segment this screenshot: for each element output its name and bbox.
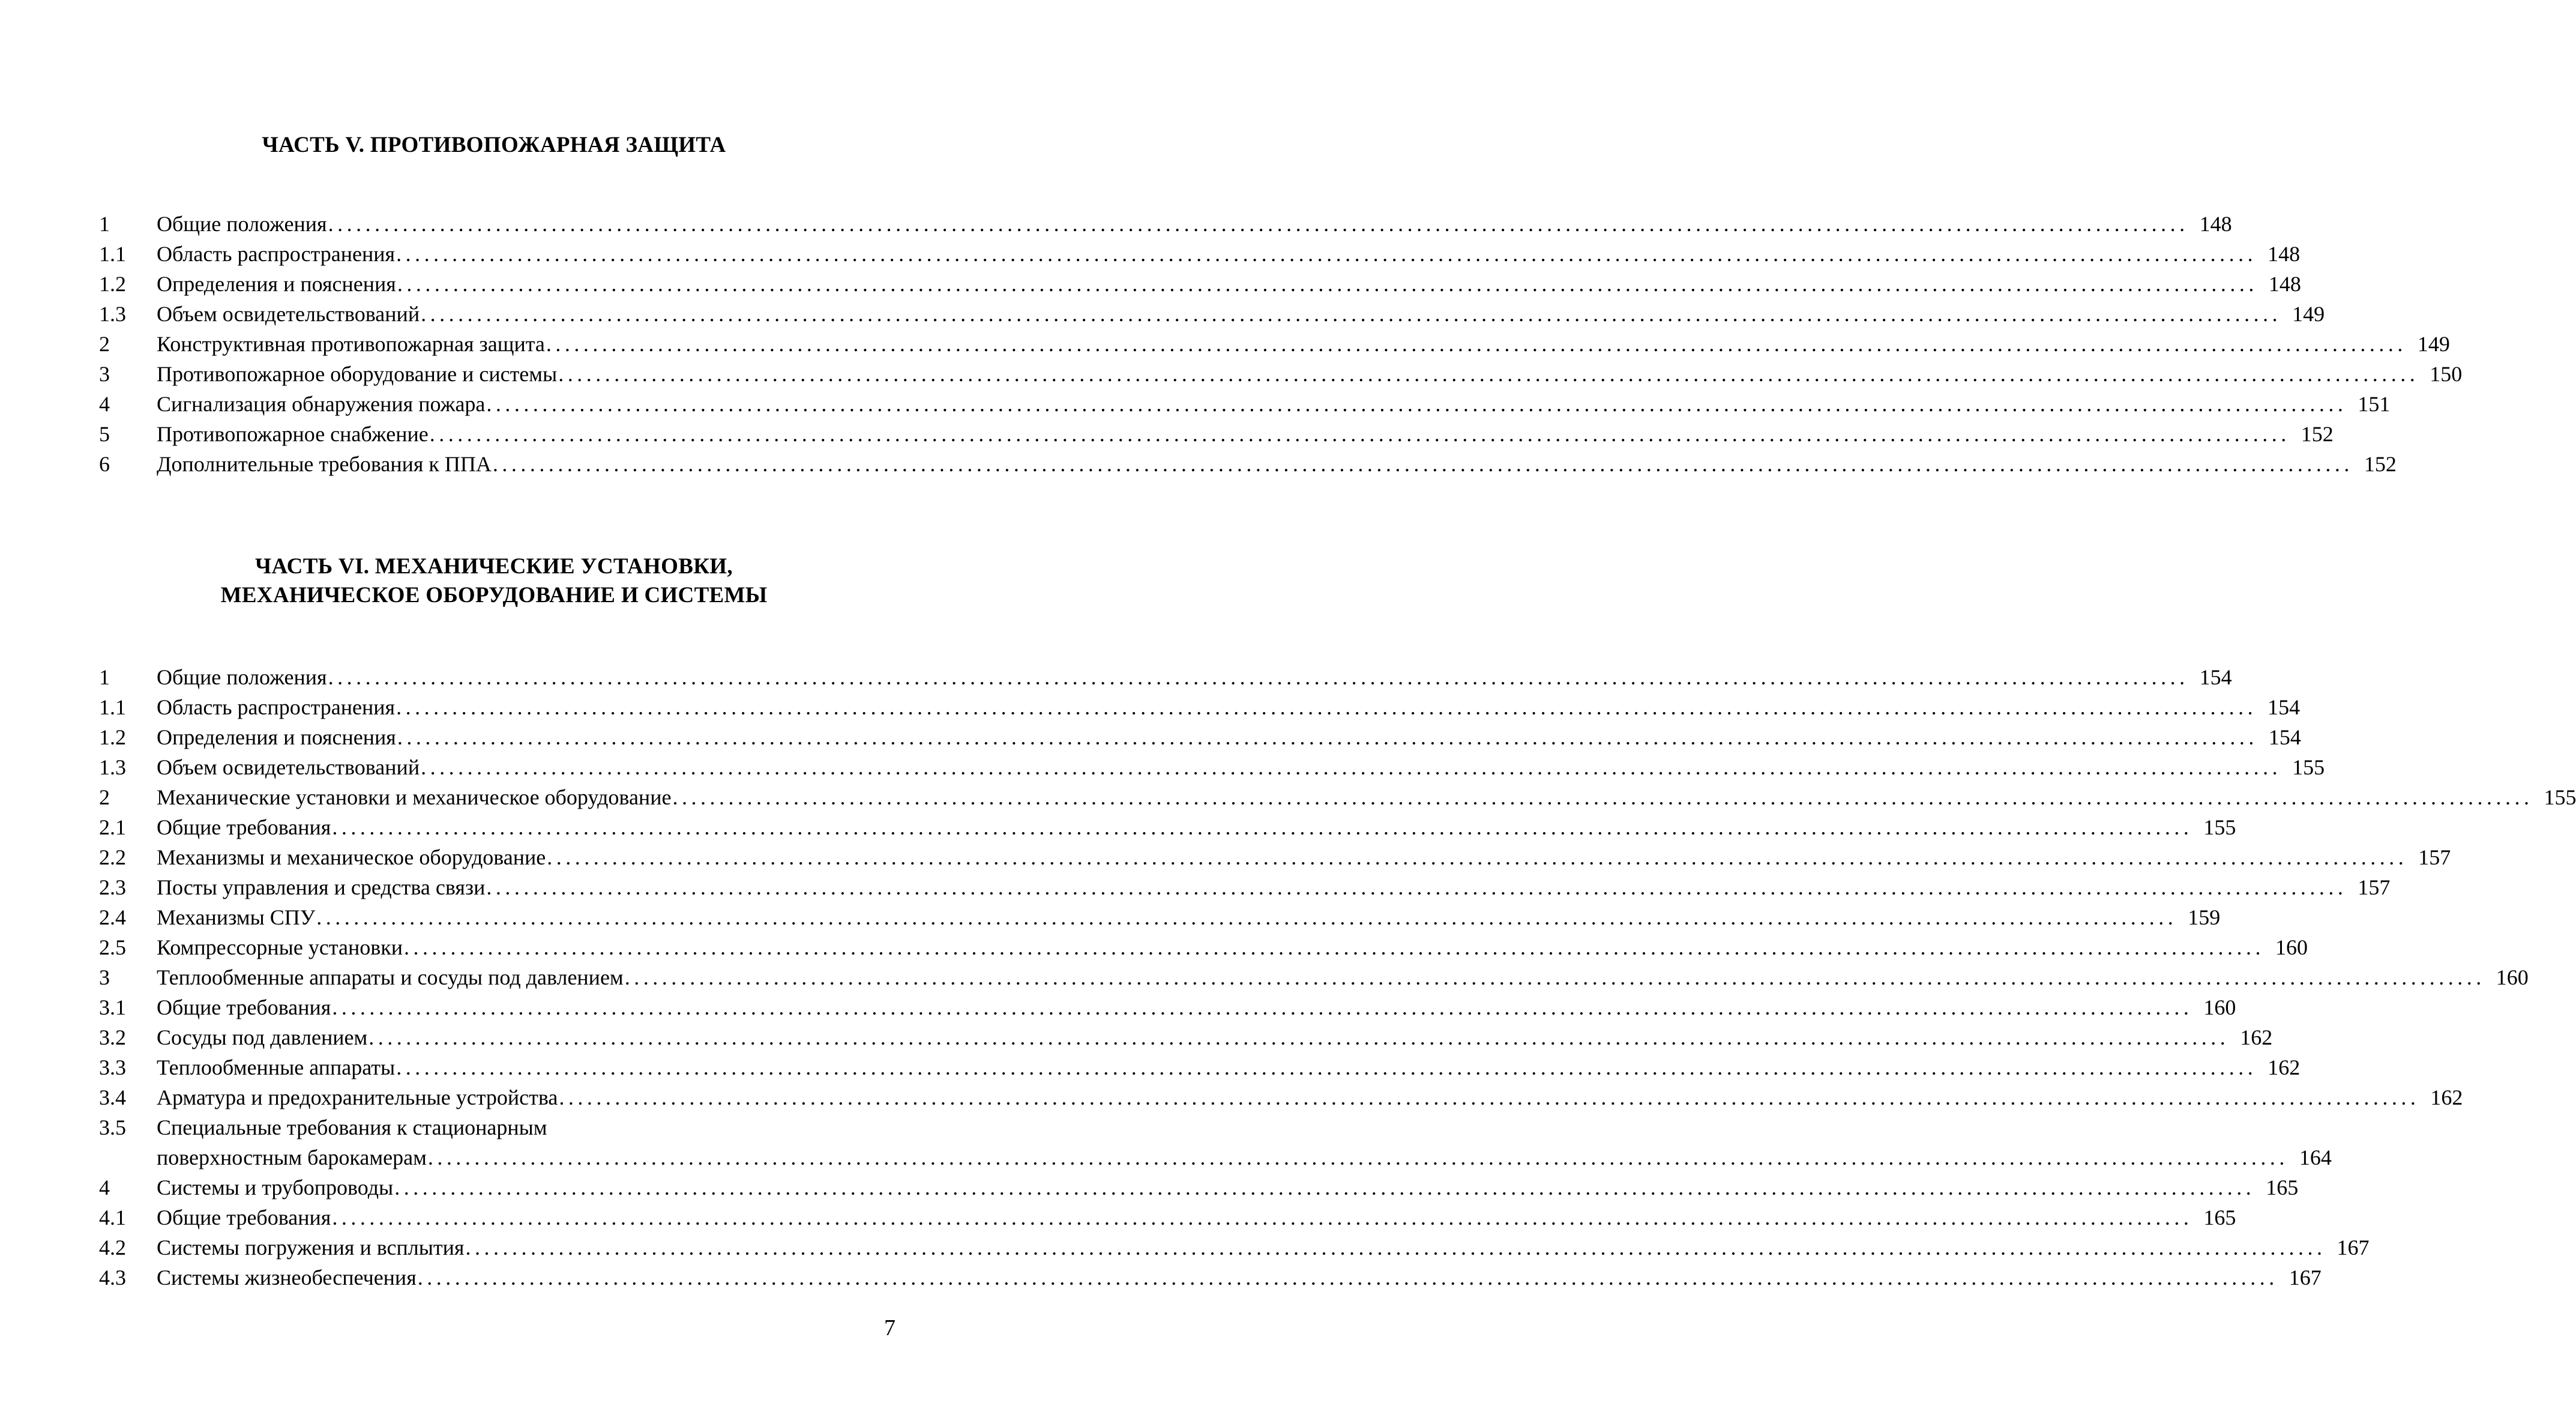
toc-entry-number: 2	[99, 332, 110, 356]
part-5-heading	[0, 131, 988, 160]
toc-entry	[99, 1172, 2299, 1202]
toc-entry-page: 150	[2430, 362, 2463, 386]
toc-entry	[99, 299, 2325, 329]
dot-leader: ........................................................................................................................................................................................................	[486, 392, 2347, 416]
toc-entry-number: 4	[99, 1175, 110, 1199]
toc-entry-title: Компрессорные установки	[157, 935, 403, 959]
dot-leader: ........................................................................................................................................................................................................	[316, 905, 2177, 929]
toc-entry	[99, 1052, 2301, 1082]
toc-entry-number: 1.3	[99, 302, 126, 326]
dot-leader: ........................................................................................................................................................................................................	[394, 1175, 2256, 1199]
dot-leader: ........................................................................................................................................................................................................	[547, 845, 2408, 869]
toc-entry-number: 1.2	[99, 725, 126, 749]
toc-entry-page: 152	[2301, 422, 2334, 446]
toc-entry-page: 154	[2268, 725, 2301, 749]
dot-leader: ........................................................................................................................................................................................................	[328, 212, 2189, 236]
toc-entry-number: 4	[99, 392, 110, 416]
toc-entry-page: 155	[2544, 785, 2576, 809]
toc-entry	[99, 1232, 2370, 1263]
toc-entry-page: 165	[2203, 1205, 2236, 1229]
part-5-toc	[99, 209, 2463, 479]
toc-entry-title: Механизмы и механическое оборудование	[157, 845, 546, 869]
toc-entry-page: 155	[2292, 755, 2325, 779]
toc-entry-page: 167	[2289, 1266, 2322, 1290]
toc-entry	[99, 962, 2529, 992]
toc-entry	[99, 872, 2391, 902]
toc-entry-page: 148	[2268, 242, 2301, 266]
dot-leader: ........................................................................................................................................................................................................	[421, 302, 2282, 326]
toc-entry-number: 2	[99, 785, 110, 809]
dot-leader: ........................................................................................................................................................................................................	[328, 665, 2189, 689]
toc-entry	[99, 419, 2334, 449]
toc-entry	[99, 1112, 891, 1142]
toc-entry-title: Определения и пояснения	[157, 272, 396, 296]
toc-entry-number: 1	[99, 665, 110, 689]
toc-entry-number: 1.1	[99, 242, 126, 266]
toc-entry-title: Противопожарное снабжение	[157, 422, 429, 446]
toc-entry	[99, 902, 2221, 932]
toc-entry	[99, 752, 2325, 782]
part-6-heading-line-2: МЕХАНИЧЕСКОЕ ОБОРУДОВАНИЕ И СИСТЕМЫ	[220, 583, 768, 608]
toc-entry-title: Дополнительные требования к ППА	[157, 452, 492, 476]
dot-leader: ........................................................................................................................................................................................................	[427, 1145, 2289, 1169]
part-5-heading-text: ЧАСТЬ V. ПРОТИВОПОЖАРНАЯ ЗАЩИТА	[262, 133, 726, 157]
dot-leader: ........................................................................................................................................................................................................	[546, 332, 2407, 356]
toc-entry-number: 1	[99, 212, 110, 236]
toc-entry	[99, 449, 2397, 479]
toc-entry-page: 149	[2417, 332, 2450, 356]
dot-leader: ........................................................................................................................................................................................................	[396, 242, 2257, 266]
toc-entry	[99, 1082, 2463, 1112]
toc-entry	[99, 992, 2236, 1022]
toc-entry-title: Область распространения	[157, 242, 396, 266]
toc-entry-number: 3.4	[99, 1085, 126, 1109]
page-number: 7	[884, 1315, 895, 1341]
toc-entry-page: 154	[2199, 665, 2232, 689]
toc-entry-page: 162	[2268, 1055, 2301, 1079]
toc-entry-title: Объем освидетельствований	[157, 755, 420, 779]
dot-leader: ........................................................................................................................................................................................................	[332, 815, 2193, 839]
dot-leader: ........................................................................................................................................................................................................	[421, 755, 2282, 779]
toc-entry-title: Сигнализация обнаружения пожара	[157, 392, 486, 416]
toc-entry-number: 4.1	[99, 1205, 126, 1229]
toc-entry-page: 155	[2203, 815, 2236, 839]
toc-entry-number: 2.1	[99, 815, 126, 839]
toc-entry	[99, 782, 2576, 812]
dot-leader: ........................................................................................................................................................................................................	[397, 725, 2258, 749]
toc-entry-title: Теплообменные аппараты и сосуды под давлением	[157, 965, 624, 989]
toc-entry-title: Общие положения	[157, 665, 327, 689]
toc-entry-title: Общие требования	[157, 815, 331, 839]
toc-entry-number: 3.2	[99, 1025, 126, 1049]
toc-entry	[99, 1263, 2322, 1293]
toc-entry-page: 149	[2292, 302, 2325, 326]
toc-entry-page: 160	[2496, 965, 2529, 989]
toc-entry-title: Системы погружения и всплытия	[157, 1235, 465, 1260]
toc-entry-page: 154	[2268, 695, 2301, 719]
toc-entry	[99, 389, 2391, 419]
dot-leader: ........................................................................................................................................................................................................	[465, 1235, 2326, 1260]
toc-entry-page: 162	[2240, 1025, 2273, 1049]
dot-leader: ........................................................................................................................................................................................................	[486, 875, 2347, 899]
part-6-heading	[0, 552, 988, 610]
toc-entry-title: Посты управления и средства связи	[157, 875, 486, 899]
toc-entry-number: 4.2	[99, 1235, 126, 1260]
toc-entry-page: 152	[2364, 452, 2397, 476]
toc-entry-page: 160	[2203, 995, 2236, 1019]
toc-entry-number: 2.5	[99, 935, 126, 959]
part-6-toc	[99, 662, 2576, 1293]
toc-entry-title: Противопожарное оборудование и системы	[157, 362, 558, 386]
toc-entry	[99, 812, 2236, 842]
toc-entry	[99, 359, 2463, 389]
toc-entry-page: 159	[2188, 905, 2221, 929]
toc-entry-title: Сосуды под давлением	[157, 1025, 368, 1049]
toc-entry-page: 151	[2358, 392, 2391, 416]
toc-entry-page: 165	[2266, 1175, 2299, 1199]
toc-entry-number: 2.3	[99, 875, 126, 899]
toc-entry-number: 1.3	[99, 755, 126, 779]
toc-entry-title: Системы жизнеобеспечения	[157, 1266, 417, 1290]
dot-leader: ........................................................................................................................................................................................................	[492, 452, 2353, 476]
toc-entry-page: 160	[2275, 935, 2308, 959]
toc-entry-title: Специальные требования к стационарным	[157, 1115, 547, 1139]
toc-entry-title: поверхностным барокамерам	[157, 1145, 427, 1169]
dot-leader: ........................................................................................................................................................................................................	[397, 272, 2258, 296]
dot-leader: ........................................................................................................................................................................................................	[332, 995, 2193, 1019]
dot-leader: ........................................................................................................................................................................................................	[429, 422, 2290, 446]
toc-entry	[99, 1022, 2273, 1052]
toc-entry-number: 1.1	[99, 695, 126, 719]
dot-leader: ........................................................................................................................................................................................................	[396, 1055, 2257, 1079]
dot-leader: ........................................................................................................................................................................................................	[624, 965, 2485, 989]
toc-entry-number: 5	[99, 422, 110, 446]
dot-leader: ........................................................................................................................................................................................................	[558, 362, 2419, 386]
part-6-heading-line-1: ЧАСТЬ VI. МЕХАНИЧЕСКИЕ УСТАНОВКИ,	[255, 554, 733, 579]
toc-entry-number: 2.4	[99, 905, 126, 929]
toc-entry-title: Теплообменные аппараты	[157, 1055, 396, 1079]
dot-leader: ........................................................................................................................................................................................................	[332, 1205, 2193, 1229]
dot-leader: ........................................................................................................................................................................................................	[417, 1266, 2278, 1290]
toc-entry-number: 3.5	[99, 1115, 126, 1139]
toc-entry-number: 4.3	[99, 1266, 126, 1290]
toc-entry	[99, 692, 2301, 722]
toc-entry	[99, 662, 2232, 692]
toc-entry-title: Общие положения	[157, 212, 327, 236]
toc-entry-number: 1.2	[99, 272, 126, 296]
toc-entry-title: Общие требования	[157, 995, 331, 1019]
toc-entry-number: 3	[99, 362, 110, 386]
toc-entry-title: Конструктивная противопожарная защита	[157, 332, 545, 356]
toc-entry-page: 157	[2358, 875, 2391, 899]
toc-entry	[99, 269, 2301, 299]
dot-leader: ........................................................................................................................................................................................................	[396, 695, 2257, 719]
dot-leader: ........................................................................................................................................................................................................	[672, 785, 2533, 809]
dot-leader: ........................................................................................................................................................................................................	[559, 1085, 2420, 1109]
toc-entry-page: 162	[2430, 1085, 2463, 1109]
toc-entry-number: 3.1	[99, 995, 126, 1019]
toc-entry	[99, 932, 2308, 962]
toc-entry-number: 2.2	[99, 845, 126, 869]
toc-entry	[99, 842, 2451, 872]
toc-entry-number: 3	[99, 965, 110, 989]
toc-entry	[99, 209, 2232, 239]
toc-entry-number: 6	[99, 452, 110, 476]
toc-entry-number: 3.3	[99, 1055, 126, 1079]
toc-entry	[99, 722, 2301, 752]
toc-entry-title: Механизмы СПУ	[157, 905, 316, 929]
toc-entry-title: Объем освидетельствований	[157, 302, 420, 326]
toc-entry-page: 167	[2337, 1235, 2370, 1260]
toc-entry-title: Арматура и предохранительные устройства	[157, 1085, 558, 1109]
toc-entry	[99, 329, 2450, 359]
toc-entry-page: 148	[2199, 212, 2232, 236]
toc-entry-title: Общие требования	[157, 1205, 331, 1229]
toc-entry	[99, 239, 2301, 269]
toc-entry-title: Системы и трубопроводы	[157, 1175, 394, 1199]
toc-entry	[99, 1142, 2332, 1172]
toc-entry-title: Область распространения	[157, 695, 396, 719]
toc-entry-title: Механические установки и механическое оборудование	[157, 785, 672, 809]
toc-entry-page: 164	[2299, 1145, 2332, 1169]
dot-leader: ........................................................................................................................................................................................................	[369, 1025, 2230, 1049]
toc-entry-page: 157	[2418, 845, 2451, 869]
toc-entry	[99, 1202, 2236, 1232]
dot-leader: ........................................................................................................................................................................................................	[404, 935, 2265, 959]
toc-entry-page: 148	[2268, 272, 2301, 296]
toc-entry-title: Определения и пояснения	[157, 725, 396, 749]
